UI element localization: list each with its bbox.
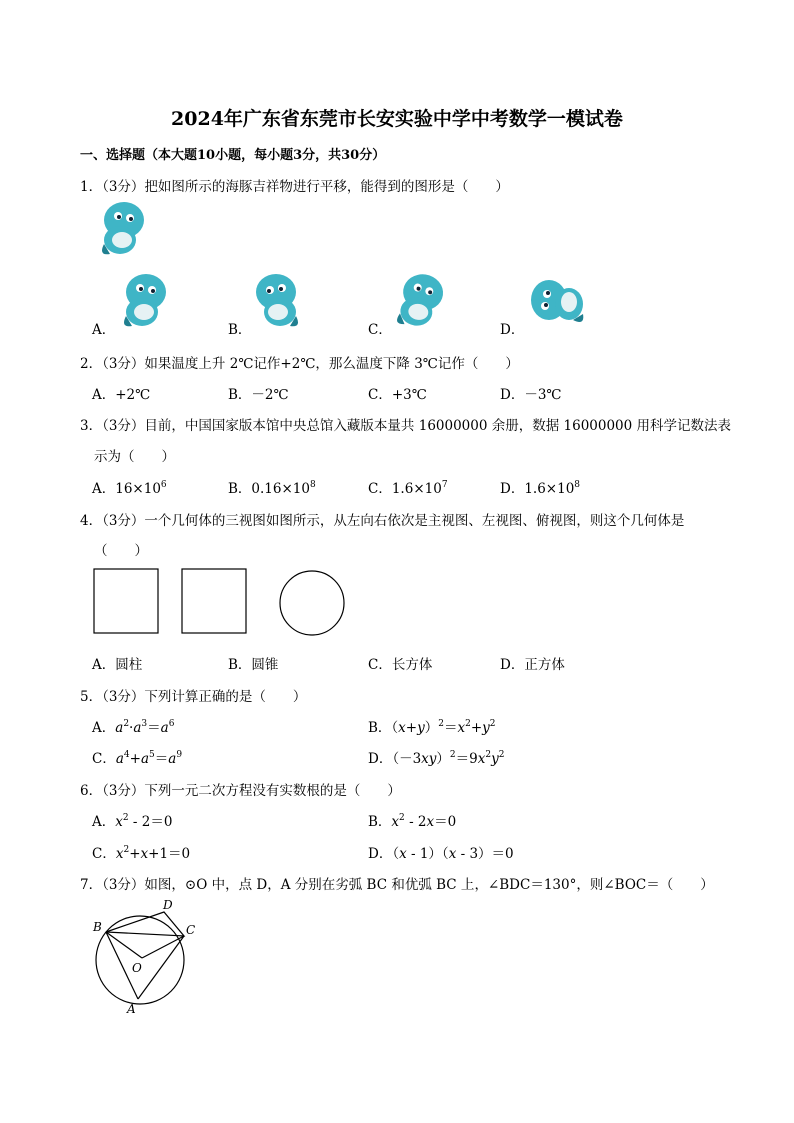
q6-option-b: B．$x^2 - 2x=0$ bbox=[368, 813, 457, 830]
question-7 bbox=[80, 873, 714, 893]
q3-option-b: B．$0.16\times 10^8$ bbox=[228, 480, 316, 497]
section-heading: 一、选择题（本大题10小题，每小题3分，共30分） bbox=[80, 148, 386, 163]
q2-option-d: D．－3℃ bbox=[500, 387, 562, 403]
question-number: 6． bbox=[80, 783, 103, 799]
question-3-line-2: 示为（ ） bbox=[94, 449, 175, 465]
circle-geometry-figure bbox=[88, 896, 208, 1018]
q5-option-b: B．$(x+y)^2=x^2+y^2$ bbox=[368, 719, 496, 736]
label-d: D bbox=[163, 898, 173, 912]
question-4 bbox=[80, 509, 684, 529]
question-number: 3． bbox=[80, 418, 103, 434]
question-number: 4． bbox=[80, 513, 103, 529]
q4-option-c: C．长方体 bbox=[368, 657, 433, 673]
q5-option-c: C．$a^4+a^5=a^9$ bbox=[92, 750, 183, 767]
q6-option-a: A．$x^2 - 2=0$ bbox=[92, 813, 173, 830]
dolphin-option-d bbox=[522, 272, 588, 332]
label-o: O bbox=[132, 961, 142, 975]
q6-option-c: C．$x^2+x+1=0$ bbox=[92, 845, 191, 862]
q5-option-a: A．$a^2\cdot a^3=a^6$ bbox=[92, 719, 175, 736]
q5-option-d: D．$(-3xy)^2=9x^2y^2$ bbox=[368, 750, 505, 767]
question-text-pre: （3分）如图，⊙ bbox=[102, 877, 197, 893]
question-3 bbox=[80, 414, 731, 434]
option-c-label: C． bbox=[368, 322, 392, 338]
question-text: （3分）把如图所示的海豚吉祥物进行平移，能得到的图形是（ ） bbox=[102, 179, 509, 195]
question-number: 5． bbox=[80, 689, 103, 705]
question-text-post: ，∠BDC＝130°，则∠BOC＝（ ） bbox=[474, 877, 714, 893]
option-d-label: D． bbox=[500, 322, 525, 338]
q3-option-c: C．$1.6\times 10^7$ bbox=[368, 480, 448, 497]
question-text: （3分）目前，中国国家版本馆中央总馆入藏版本量共 16000000 余册，数据 16000000 用科学记数法表 bbox=[102, 418, 732, 434]
page-title: 2024年广东省东莞市长安实验中学中考数学一模试卷 bbox=[171, 108, 623, 130]
question-2 bbox=[80, 352, 519, 372]
dolphin-mascot-reference bbox=[92, 196, 152, 262]
label-c: C bbox=[186, 923, 196, 937]
q2-option-a: A．+2℃ bbox=[92, 387, 151, 403]
question-text: （3分）下列计算正确的是（ ） bbox=[102, 689, 307, 705]
question-6 bbox=[80, 779, 401, 799]
question-number: 2． bbox=[80, 356, 103, 372]
dolphin-option-b bbox=[248, 268, 308, 332]
question-5 bbox=[80, 685, 306, 705]
q3-option-d: D．$1.6\times 10^8$ bbox=[500, 480, 581, 497]
question-number: 7． bbox=[80, 877, 103, 893]
question-text: （3分）下列一元二次方程没有实数根的是（ ） bbox=[102, 783, 401, 799]
label-a: A bbox=[127, 1002, 136, 1016]
dolphin-option-c bbox=[390, 268, 450, 332]
q2-option-b: B．－2℃ bbox=[228, 387, 289, 403]
q6-option-d: D．（x - 1）（x - 3）＝0 bbox=[368, 846, 514, 862]
label-b: B bbox=[93, 920, 102, 934]
question-text: （3分）如果温度上升 2℃记作+2℃，那么温度下降 3℃记作（ ） bbox=[102, 356, 519, 372]
question-text-mid: O 中，点 D，A 分别在劣弧 BC 和优弧 BC 上 bbox=[196, 877, 475, 893]
dolphin-option-a bbox=[114, 268, 174, 332]
top-view-circle bbox=[280, 571, 344, 635]
front-view-square bbox=[94, 569, 158, 633]
option-a-label: A． bbox=[92, 322, 116, 338]
option-b-label: B． bbox=[228, 322, 252, 338]
question-4-line-2: （ ） bbox=[94, 543, 148, 559]
q4-option-b: B．圆锥 bbox=[228, 657, 279, 673]
q3-option-a: A．$16\times 10^6$ bbox=[92, 480, 167, 497]
three-views-figure bbox=[90, 566, 350, 638]
q4-option-d: D．正方体 bbox=[500, 657, 565, 673]
question-number: 1． bbox=[80, 179, 103, 195]
q4-option-a: A．圆柱 bbox=[92, 657, 143, 673]
q2-option-c: C．+3℃ bbox=[368, 387, 427, 403]
question-text: （3分）一个几何体的三视图如图所示，从左向右依次是主视图、左视图、俯视图，则这个几何体是 bbox=[102, 513, 685, 529]
question-1 bbox=[80, 175, 509, 195]
side-view-square bbox=[182, 569, 246, 633]
